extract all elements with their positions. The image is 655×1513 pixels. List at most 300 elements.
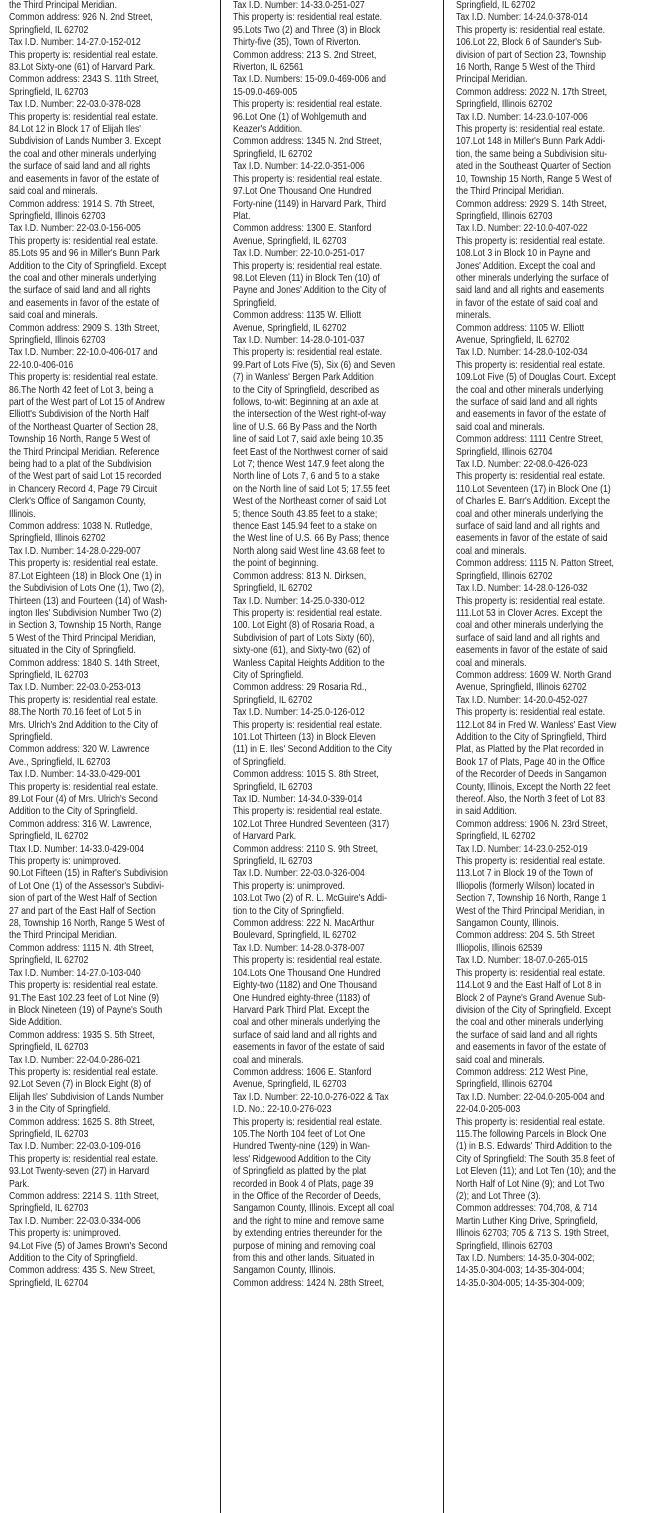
text-line: Common address: 212 West Pine, (456, 1066, 589, 1078)
text-line: Tax I.D. Number: 22-03.0-378-028 (9, 99, 141, 111)
text-line: Sangamon County, Illinois. (233, 1265, 336, 1277)
text-line: Tax I.D. Number: 14-23.0-252-019 (456, 843, 588, 855)
text-line: This property is: residential real estate. (9, 235, 159, 247)
text-column-3 (456, 0, 655, 1513)
text-line: Book 17 of Plats, Page 40 in the Office (456, 756, 605, 768)
text-line: Ttax I.D. Number: 14-33.0-429-004 (9, 843, 145, 855)
text-line: City of Springfield. (233, 669, 304, 681)
text-line: Springfield, IL 62702 (9, 831, 89, 843)
text-line: and easements in favor of the estate of (9, 173, 160, 185)
text-line: of Harvard Park. (233, 831, 297, 843)
text-line: Tax I.D. Number: 22-10.0-406-017 and (9, 347, 158, 359)
text-line: Common address: 2929 S. 14th Street, (456, 198, 607, 210)
text-line: Tax I.D. Number: 14-25.0-330-012 (233, 595, 365, 607)
text-line: thereof. Also, the North 3 feet of Lot 83 (456, 794, 606, 805)
text-line: Mrs. Ulrich's 2nd Addition to the City of (9, 719, 158, 731)
text-line: situated in the City of Springfield. (9, 645, 136, 657)
text-line: Plat. (233, 210, 251, 222)
text-line: 22-04.0-205-003 (456, 1104, 521, 1116)
text-line: Tax I.D. Number: 14-28.0-229-007 (9, 545, 141, 557)
text-line: coal and other minerals underlying the (456, 508, 604, 520)
text-line: 115.The following Parcels in Block One (456, 1128, 607, 1140)
text-line: Common address: 316 W. Lawrence, (9, 818, 152, 830)
text-line: Jones' Addition. Except the coal and (456, 260, 596, 272)
text-line: Common address: 1015 S. 8th Street, (233, 769, 379, 781)
text-line: follows, to-wit: Beginning at an axle at (233, 397, 379, 408)
text-line: 84.Lot 12 in Block 17 of Elijah Iles' (9, 124, 141, 136)
text-line: Tax I.D. Number: 22-10.0-276-022 & Tax (233, 1091, 389, 1103)
text-line: Springfield, IL 62702 (456, 831, 536, 843)
text-line: 86.The North 42 feet of Lot 3, being a (9, 384, 154, 396)
text-line: Springfield. (9, 731, 53, 743)
text-line: the West line of U.S. 66 By Pass; thence (233, 533, 390, 545)
text-line: Avenue, Springfield, Illinois 62702 (456, 682, 587, 694)
text-line: easements in favor of the estate of said (456, 645, 608, 657)
text-line: the surface of said land and all rights (9, 161, 151, 173)
text-line: Springfield, IL 62702 (233, 694, 313, 706)
text-line: 16 North, Range 5 West of the Third (456, 62, 596, 74)
text-line: Springfield, IL 62703 (9, 669, 89, 681)
text-line: easements in favor of the estate of said (456, 533, 608, 545)
text-line: This property is: unimproved. (233, 880, 345, 892)
text-line: This property is: residential real estate. (233, 347, 383, 359)
text-line: Springfield, IL 62703 (9, 86, 89, 98)
text-line: 104.Lots One Thousand One Hundred (233, 967, 381, 979)
text-line: Eighty-two (1182) and One Thousand (233, 980, 377, 992)
text-line: part of the West part of Lot 15 of Andrew (9, 397, 165, 408)
text-line: Common address: 435 S. New Street, (9, 1265, 156, 1277)
text-line: Thirteen (13) and Fourteen (14) of Wash- (9, 595, 168, 607)
text-line: Avenue, Springfield, IL 62703 (233, 235, 347, 247)
text-line: Ave., Springfield, IL 62703 (9, 756, 111, 768)
text-line: This property is: residential real estate. (233, 806, 383, 818)
text-line: said coal and minerals. (9, 310, 98, 322)
text-line: This property is: residential real estate. (233, 173, 383, 185)
text-line: coal and minerals. (233, 1054, 304, 1066)
text-line: division of part of Section 23, Township (456, 49, 606, 61)
text-line: Springfield, IL 62702 (456, 0, 536, 11)
text-line: 97.Lot One Thousand One Hundred (233, 186, 372, 198)
text-line: Springfield, Illinois 62703 (456, 1240, 553, 1252)
text-line: Springfield, Illinois 62703 (9, 334, 106, 346)
text-line: Avenue, Springfield, IL 62703 (233, 1079, 347, 1091)
text-line: 110.Lot Seventeen (17) in Block One (1) (456, 483, 611, 495)
text-line: by extending entries thereunder for the (233, 1228, 383, 1240)
text-line: and easements in favor of the estate of (456, 409, 607, 421)
text-line: Common address: 2343 S. 11th Street, (9, 74, 159, 86)
text-line: Tax I.D. Number: 22-04.0-286-021 (9, 1054, 141, 1066)
text-line: Tax I.D. Number: 14-28.0-126-032 (456, 583, 588, 595)
text-line: 101.Lot Thirteen (13) in Block Eleven (233, 731, 376, 743)
text-line: the Subdivision of Lots One (1), Two (2), (9, 583, 165, 595)
text-line: Tax I.D. Number: 22-03.0-156-005 (9, 223, 141, 235)
text-line: Riverton, IL 62561 (233, 62, 304, 74)
text-line: Springfield, IL 62702 (9, 955, 89, 967)
text-line: 5; thence South 43.85 feet to a stake; (233, 508, 378, 520)
text-line: 106.Lot 22, Block 6 of Saunder's Sub- (456, 37, 602, 49)
text-line: This property is: residential real estate. (456, 707, 606, 719)
text-line: and easements in favor of the estate of (9, 297, 160, 309)
text-line: This property is: residential real estate. (456, 471, 606, 483)
text-line: This property is: residential real estate. (9, 1153, 159, 1165)
text-line: Common address: 2110 S. 9th Street, (233, 843, 379, 855)
text-line: Thirty-five (35), Town of Riverton. (233, 37, 361, 49)
text-line: Springfield, Illinois 62704 (456, 1079, 553, 1091)
text-line: North along said West line 43.68 feet to (233, 545, 385, 557)
text-line: Springfield, IL 62702 (233, 583, 313, 595)
text-line: of Springfield. (233, 756, 287, 768)
text-line: Common address: 1105 W. Elliott (456, 322, 585, 334)
text-line: Sangamon County, Illinois. (456, 918, 559, 930)
text-line: Tax I.D. Number: 14-25.0-126-012 (233, 707, 365, 719)
text-line: said coal and minerals. (456, 421, 545, 433)
text-line: West of the Northeast corner of said Lot (233, 496, 387, 508)
text-line: the surface of said land and all rights (456, 397, 598, 408)
text-line: Common address: 1840 S. 14th Street, (9, 657, 160, 669)
text-line: West of the Third Principal Meridian, in (456, 905, 605, 917)
text-line: (1) in B.S. Edwards' Third Addition to the (456, 1141, 612, 1153)
text-line: Forty-nine (1149) in Harvard Park, Third (233, 198, 387, 210)
text-line: of Lot One (1) of the Assessor's Subdivi- (9, 880, 165, 892)
text-line: Common address: 1606 E. Stanford (233, 1066, 372, 1078)
text-line: Park. (9, 1178, 30, 1190)
text-line: This property is: residential real estate. (233, 607, 383, 619)
text-line: Springfield, IL 62702 (233, 148, 313, 160)
text-line: 105.The North 104 feet of Lot One (233, 1128, 366, 1140)
text-line: Tax I.D. Number: 22-03.0-326-004 (233, 868, 365, 880)
text-line: Common address: 1914 S. 7th Street, (9, 198, 155, 210)
text-line: 112.Lot 84 in Fred W. Wanless' East View (456, 719, 617, 731)
text-line: Springfield, Illinois 62703 (456, 210, 553, 222)
text-line: Tax I.D. Number: 22-04.0-205-004 and (456, 1091, 605, 1103)
text-line: 103.Lot Two (2) of R. L. McGuire's Addi- (233, 893, 387, 905)
text-line: Springfield, Illinois 62704 (456, 446, 553, 458)
text-line: 88.The North 70.16 feet of Lot 5 in (9, 707, 142, 719)
text-line: 92.Lot Seven (7) in Block Eight (8) of (9, 1079, 151, 1091)
text-line: Sangamon County, Illinois. Except all coal (233, 1203, 395, 1215)
text-line: (2); and Lot Three (3). (456, 1191, 541, 1202)
text-line: Tax I.D. Number: 22-10.0-251-017 (233, 248, 365, 260)
text-line: Springfield, Illinois 62703 (9, 210, 106, 222)
text-line: City of Springfield: The South 35.8 feet of (456, 1153, 615, 1165)
text-line: line of said Lot 7, said axle being 10.35 (233, 434, 384, 446)
text-line: Common address: 2214 S. 11th Street, (9, 1191, 159, 1202)
text-line: in favor of the estate of said coal and (456, 297, 598, 309)
text-line: Common address: 926 N. 2nd Street, (9, 12, 153, 24)
text-line: This property is: residential real estate. (233, 955, 383, 967)
text-line: Tax I.D. Numbers: 14-35.0-304-002; (456, 1253, 595, 1265)
text-line: Elijah Iles' Subdivision of Lands Number (9, 1091, 164, 1103)
text-line: 102.Lot Three Hundred Seventeen (317) (233, 818, 390, 830)
text-line: coal and other minerals underlying the (456, 620, 604, 632)
text-line: Common address: 2909 S. 13th Street, (9, 322, 160, 334)
text-line: 5 West of the Third Principal Meridian, (9, 632, 156, 644)
text-line: Addition to the City of Springfield. (9, 806, 138, 818)
text-line: easements in favor of the estate of said (233, 1042, 385, 1054)
text-line: to the City of Springfield, described as (233, 384, 380, 396)
text-line: thence East 145.94 feet to a stake on (233, 521, 377, 533)
text-line: in Section 3, Township 15 North, Range (9, 620, 162, 632)
text-line: Tax I.D. Number: 22-08.0-426-023 (456, 459, 588, 471)
text-line: Tax I.D. Number: 22-03.0-109-016 (9, 1141, 141, 1153)
text-line: Springfield, IL 62702 (9, 24, 89, 36)
text-line: Tax I.D. Number: 14-23.0-107-006 (456, 111, 588, 123)
text-line: Tax I.D. Numbers: 15-09.0-469-006 and (233, 74, 386, 86)
text-line: Common address: 29 Rosaria Rd., (233, 682, 367, 694)
text-line: Tax I.D. Number: 14-27.0-103-040 (9, 967, 141, 979)
text-line: 111.Lot 53 in Clover Acres. Except the (456, 607, 603, 619)
text-line: This property is: unimproved. (9, 1228, 121, 1240)
text-line: 3 in the City of Springfield. (9, 1104, 111, 1116)
text-line: purpose of mining and removing coal (233, 1240, 376, 1252)
text-line: of Springfield as platted by the plat (233, 1166, 367, 1178)
text-line: (7) in Wanless' Bergen Park Addition (233, 372, 374, 384)
text-line: the Third Principal Meridian. (9, 930, 117, 942)
text-line: Tax I.D. Number: 22-03.0-253-013 (9, 682, 141, 694)
text-line: 109.Lot Five (5) of Douglas Court. Except (456, 372, 616, 384)
text-line: Springfield, IL 62703 (9, 1042, 89, 1054)
text-line: in Block Nineteen (19) of Payne's South (9, 1004, 163, 1016)
text-line: of the West part of said Lot 15 recorded (9, 471, 162, 483)
text-line: Illinois. (9, 508, 36, 520)
text-line: the coal and other minerals underlying (9, 272, 157, 284)
text-line: Addition to the City of Springfield. (9, 1253, 138, 1265)
text-line: said coal and minerals. (9, 186, 98, 198)
text-line: Subdivision of part of Lots Sixty (60), (233, 632, 375, 644)
text-line: Common address: 1345 N. 2nd Street, (233, 136, 382, 148)
text-line: Tax I.D. Number: 22-03.0-334-006 (9, 1215, 141, 1227)
column-divider-2 (443, 0, 444, 1513)
text-line: Addition to the City of Springfield, Third (456, 731, 607, 743)
text-line: Section 7, Township 16 North, Range 1 (456, 893, 607, 905)
text-line: the point of beginning. (233, 558, 319, 570)
text-line: division of the City of Springfield. Except (456, 1004, 611, 1016)
text-line: line of U.S. 66 By Pass and the North (233, 421, 377, 433)
text-line: This property is: residential real estate. (456, 235, 606, 247)
text-line: Martin Luther King Drive, Springfield, (456, 1215, 598, 1227)
text-line: 107.Lot 148 in Miller's Bunn Park Addi- (456, 136, 606, 148)
text-line: 27 and part of the East Half of Section (9, 905, 156, 917)
text-line: the intersection of the West right-of-way (233, 409, 386, 421)
text-line: Springfield, Illinois 62702 (9, 533, 106, 545)
text-line: Common address: 1935 S. 5th Street, (9, 1029, 155, 1041)
text-line: Common address: 1625 S. 8th Street, (9, 1116, 155, 1128)
text-line: 87.Lot Eighteen (18) in Block One (1) in (9, 570, 162, 582)
text-line: Springfield, IL 62704 (9, 1277, 89, 1289)
text-line: 14-35.0-304-005; 14-35-304-009; (456, 1277, 585, 1289)
text-line: This property is: residential real estate. (456, 856, 606, 868)
text-line: the surface of said land and all rights (9, 285, 151, 297)
column-divider-1 (220, 0, 221, 1513)
text-line: 95.Lots Two (2) and Three (3) in Block (233, 24, 381, 36)
text-line: 98.Lot Eleven (11) in Block Ten (10) of (233, 272, 380, 284)
text-line: Tax I.D. Number: 14-33.0-251-027 (233, 0, 365, 11)
text-line: Springfield, IL 62703 (233, 781, 313, 793)
text-line: This property is: residential real estate. (9, 980, 159, 992)
text-line: One Hundred eighty-three (1183) of (233, 992, 370, 1004)
text-line: Keazer's Addition. (233, 124, 303, 136)
text-column-1 (9, 0, 212, 1513)
text-line: 99.Part of Lots Five (5), Six (6) and Seven (233, 359, 396, 371)
text-line: surface of said land and all rights and (456, 632, 600, 644)
text-line: 10, Township 15 North, Range 5 West of (456, 173, 612, 185)
text-line: North line of Lots 7, 6 and 5 to a stake (233, 471, 380, 483)
text-line: 91.The East 102.23 feet of Lot Nine (9) (9, 992, 160, 1004)
text-line: Illinois 62703; 705 & 713 S. 19th Street, (456, 1228, 609, 1240)
text-line: recorded in Book 4 of Plats, page 39 (233, 1178, 374, 1190)
text-line: This property is: unimproved. (9, 856, 121, 868)
text-line: 100. Lot Eight (8) of Rosaria Road, a (233, 620, 375, 632)
text-line: Tax I.D. Number: 14-28.0-101-037 (233, 334, 365, 346)
text-line: the Third Principal Meridian. Reference (9, 446, 160, 458)
text-line: ington Iles' Subdivision Number Two (2) (9, 607, 162, 619)
text-line: surface of said land and all rights and (233, 1029, 377, 1041)
text-line: Springfield, Illinois 62702 (456, 99, 553, 111)
text-line: Common address: 1038 N. Rutledge, (9, 521, 153, 533)
text-line: Boulevard, Springfield, IL 62702 (233, 930, 357, 942)
text-line: Common address: 213 S. 2nd Street, (233, 49, 377, 61)
text-line: Side Addition. (9, 1017, 63, 1029)
text-line: of Charles E. Barr's Addition. Except the (456, 496, 611, 508)
text-line: coal and minerals. (456, 657, 527, 669)
text-line: Illiopolis, Illinois 62539 (456, 942, 543, 954)
text-line: This property is: residential real estate. (9, 781, 159, 793)
text-line: 89.Lot Four (4) of Mrs. Ulrich's Second (9, 794, 158, 805)
text-line: feet East of the Northwest corner of said (233, 446, 388, 458)
text-line: 108.Lot 3 in Block 10 in Payne and (456, 248, 591, 260)
text-line: Common address: 1115 N. Patton Street, (456, 558, 614, 570)
text-line: the coal and other minerals underlying (456, 384, 604, 396)
text-line: Tax I.D. Number: 14-27.0-152-012 (9, 37, 141, 49)
text-line: of the Recorder of Deeds in Sangamon (456, 769, 607, 781)
text-line: Township 16 North, Range 5 West of (9, 434, 151, 446)
text-line: 96.Lot One (1) of Wohlgemuth and (233, 111, 367, 123)
text-line: North Half of Lot Nine (9); and Lot Two (456, 1178, 605, 1190)
text-line: Lot 7; thence West 147.9 feet along the (233, 459, 385, 471)
text-line: Avenue, Springfield, IL 62702 (456, 334, 570, 346)
text-line: coal and other minerals underlying the (233, 1017, 381, 1029)
text-line: surface of said land and all rights and (456, 521, 600, 533)
text-line: Springfield, IL 62703 (9, 1203, 89, 1215)
text-line: 90.Lot Fifteen (15) in Rafter's Subdivision (9, 868, 168, 880)
text-line: from this and other lands. Situated in (233, 1253, 375, 1265)
text-line: (11) in E. Iles' Second Addition to the City (233, 744, 392, 756)
text-line: Lot Eleven (11); and Lot Ten (10); and the (456, 1166, 616, 1178)
text-line: This property is: residential real estate. (456, 595, 606, 607)
text-line: Clerk's Office of Sangamon County, (9, 496, 146, 508)
text-line: This property is: residential real estate. (9, 1066, 159, 1078)
text-line: Common address: 2022 N. 17th Street, (456, 86, 608, 98)
text-line: Common addresses: 704,708, & 714 (456, 1203, 598, 1215)
text-line: Common address: 1135 W. Elliott (233, 310, 362, 322)
text-line: This property is: residential real estate. (233, 99, 383, 111)
text-line: Common address: 1609 W. North Grand (456, 669, 612, 681)
text-column-2 (233, 0, 436, 1513)
text-line: ated in the Southeast Quarter of Section (456, 161, 611, 173)
text-line: Common address: 1300 E. Stanford (233, 223, 372, 235)
text-line: This property is: residential real estate. (9, 558, 159, 570)
text-line: Common address: 320 W. Lawrence (9, 744, 150, 756)
text-line: This property is: residential real estate. (456, 359, 606, 371)
text-line: 22-10.0-406-016 (9, 359, 74, 371)
text-line: 114.Lot 9 and the East Half of Lot 8 in (456, 980, 602, 992)
text-line: 14-35.0-304-003; 14-35-304-004; (456, 1265, 585, 1277)
text-line: sixty-one (61), and Sixty-two (62) of (233, 645, 371, 657)
text-line: Subdivision of Lands Number 3. Except (9, 136, 162, 148)
text-line: the Third Principal Meridian. (9, 0, 117, 11)
text-line: 83.Lot Sixty-one (61) of Harvard Park. (9, 62, 156, 74)
text-line: Tax I.D. Number: 14-33.0-429-001 (9, 769, 141, 781)
text-line: This property is: residential real estate. (233, 12, 383, 24)
text-line: minerals. (456, 310, 492, 322)
text-line: This property is: residential real estate. (456, 24, 606, 36)
text-line: This property is: residential real estate. (9, 372, 159, 384)
text-line: the surface of said land and all rights (456, 1029, 598, 1041)
text-line: 94.Lot Five (5) of James Brown's Second (9, 1240, 168, 1252)
text-line: This property is: residential real estate. (233, 1116, 383, 1128)
text-line: in said Addition. (456, 806, 517, 818)
text-line: This property is: residential real estate. (233, 719, 383, 731)
text-line: Harvard Park Third Plat. Except the (233, 1004, 370, 1016)
text-line: in the Office of the Recorder of Deeds, (233, 1191, 381, 1202)
text-line: Springfield, IL 62703 (233, 856, 313, 868)
text-line: Payne and Jones' Addition to the City of (233, 285, 387, 297)
text-line: Block 2 of Payne's Grand Avenue Sub- (456, 992, 606, 1004)
text-line: of the Northeast Quarter of Section 28, (9, 421, 159, 433)
text-line: Common address: 222 N. MacArthur (233, 918, 375, 930)
text-line: the Third Principal Meridian. (456, 186, 564, 198)
text-line: Common address: 813 N. Dirksen, (233, 570, 367, 582)
text-line: Tax I.D. Number: 14-22.0-351-006 (233, 161, 365, 173)
text-line: in Chancery Record 4, Page 79 Circuit (9, 483, 158, 495)
text-line: Tax I.D. Number: 14-24.0-378-014 (456, 12, 588, 24)
text-line: Springfield. (233, 297, 277, 309)
text-line: Illiopolis (formerly Wilson) located in (456, 880, 595, 892)
text-line: on the North line of said Lot 5; 17.55 feet (233, 483, 390, 495)
text-line: tion to the City of Springfield. (233, 905, 344, 917)
text-line: and the right to mine and remove same (233, 1215, 385, 1227)
text-line: This property is: residential real estate. (456, 124, 606, 136)
text-line: sion of part of the West Half of Section (9, 893, 157, 905)
text-line: This property is: residential real estate. (9, 111, 159, 123)
text-line: the coal and other minerals underlying (456, 1017, 604, 1029)
text-line: This property is: residential real estate. (9, 694, 159, 706)
text-line: Common address: 1115 N. 4th Street, (9, 942, 154, 954)
text-line: This property is: residential real estate. (9, 49, 159, 61)
text-line: 85.Lots 95 and 96 in Miller's Bunn Park (9, 248, 160, 260)
text-line: Tax I.D. Number: 18-07.0-265-015 (456, 955, 588, 967)
text-line: Principal Meridian. (456, 74, 528, 86)
text-line: said coal and minerals. (456, 1054, 545, 1066)
text-line: Tax I.D. Number: 14-20.0-452-027 (456, 694, 588, 706)
text-line: 15-09.0-469-005 (233, 86, 298, 98)
text-line: This property is: residential real estate. (456, 967, 606, 979)
text-line: Plat, as Platted by the Plat recorded in (456, 744, 604, 756)
text-line: Addition to the City of Springfield. Except (9, 260, 167, 272)
text-line: Tax I.D. Number: 14-28.0-102-034 (456, 347, 588, 359)
text-line: Common address: 1906 N. 23rd Street, (456, 818, 608, 830)
text-line: being had to a plat of the Subdivision (9, 459, 152, 471)
text-line: Common address: 1424 N. 28th Street, (233, 1277, 385, 1289)
text-line: Elliott's Subdivision of the North Half (9, 409, 149, 421)
text-line: 28, Township 16 North, Range 5 West of (9, 918, 165, 930)
text-line: Springfield, IL 62703 (9, 1128, 89, 1140)
text-line: This property is: residential real estate. (233, 260, 383, 272)
text-line: Common address: 204 S. 5th Street (456, 930, 595, 942)
text-line: Common address: 1111 Centre Street, (456, 434, 604, 446)
text-line: tion, the same being a Subdivision situ- (456, 148, 608, 160)
text-line: Springfield, Illinois 62702 (456, 570, 553, 582)
